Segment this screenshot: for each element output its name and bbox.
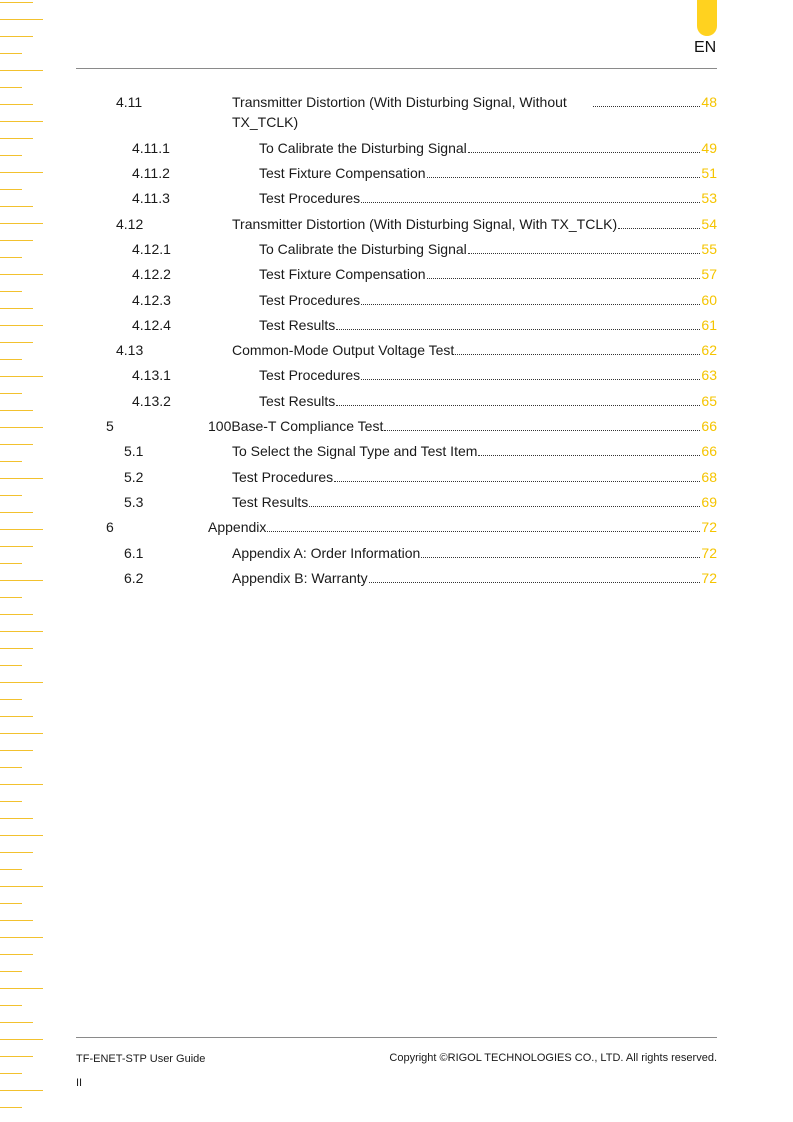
toc-number: 4.13.1 [132,367,171,383]
toc-page-link[interactable]: 53 [701,190,717,206]
margin-rule [0,597,22,598]
toc-leader [618,227,700,229]
toc-leader [593,105,700,107]
margin-rule [0,767,22,768]
language-label: EN [694,39,717,56]
toc-leader [455,353,700,355]
margin-rule [0,325,43,326]
margin-rule [0,104,33,105]
document-title: TF-ENET-STP User Guide [76,1053,206,1065]
toc-number: 6 [106,519,114,535]
toc-title: Test Procedures [232,469,334,485]
toc-title: Appendix A: Order Information [232,545,421,561]
margin-rule [0,1056,33,1057]
margin-rule [0,614,33,615]
toc-leader [361,201,700,203]
margin-rule [0,70,43,71]
toc-number: 5.1 [124,443,144,459]
margin-rule [0,308,33,309]
toc-title: Test Results [259,317,336,333]
margin-rule [0,223,43,224]
margin-rule [0,699,22,700]
toc-leader [361,378,700,380]
margin-rule [0,19,43,20]
margin-rule [0,257,22,258]
margin-rule [0,1005,22,1006]
header-rule [76,68,717,69]
margin-rule [0,784,43,785]
margin-rule [0,172,43,173]
margin-rule [0,546,33,547]
margin-rule [0,920,33,921]
toc-title: Test Fixture Compensation [259,165,426,181]
toc-title: Test Procedures [259,367,361,383]
toc-page-link[interactable]: 65 [701,393,717,409]
toc-page-link[interactable]: 69 [701,494,717,510]
toc-leader [478,454,700,456]
toc-leader [421,556,700,558]
margin-rule [0,971,22,972]
toc-title: Test Results [259,393,336,409]
margin-rule [0,240,33,241]
margin-rule [0,988,43,989]
margin-rule [0,954,33,955]
toc-number: 4.12.1 [132,241,171,257]
margin-rule [0,1039,43,1040]
margin-rule [0,1073,22,1074]
margin-rule [0,359,22,360]
toc-number: 4.12.2 [132,266,171,282]
margin-rule [0,461,22,462]
margin-rule [0,274,43,275]
toc-number: 5.3 [124,494,144,510]
toc-title: Appendix B: Warranty [232,570,368,586]
margin-rule [0,580,43,581]
toc-title: Test Results [232,494,309,510]
toc-page-link[interactable]: 49 [701,140,717,156]
toc-number: 6.2 [124,570,144,586]
toc-leader [309,505,700,507]
toc-number: 4.12.3 [132,292,171,308]
margin-rule [0,376,43,377]
toc-title: To Select the Signal Type and Test Item [232,443,478,459]
margin-rule [0,121,43,122]
toc-title: Appendix [208,519,267,535]
margin-rule [0,512,33,513]
toc-number: 6.1 [124,545,144,561]
margin-rule [0,903,22,904]
toc-title: Test Procedures [259,190,361,206]
margin-rule [0,886,43,887]
toc-page-link[interactable]: 54 [701,216,717,232]
margin-rule [0,716,33,717]
toc-title: Test Fixture Compensation [259,266,426,282]
language-tab [697,0,717,36]
margin-rule [0,138,33,139]
toc-leader [336,404,700,406]
margin-rule [0,529,43,530]
toc-title: Test Procedures [259,292,361,308]
toc-leader [427,277,701,279]
margin-rule [0,750,33,751]
margin-rule [0,2,33,3]
footer-rule [76,1037,717,1038]
toc-page-link[interactable]: 51 [701,165,717,181]
margin-rule [0,444,33,445]
margin-rule [0,189,22,190]
toc-leader [468,151,701,153]
margin-rule [0,937,43,938]
margin-rule [0,1022,33,1023]
margin-rule [0,631,43,632]
toc-title: 100Base-T Compliance Test [208,418,384,434]
toc-title: To Calibrate the Disturbing Signal [259,241,467,257]
margin-rule [0,206,33,207]
toc-leader [334,480,700,482]
toc-page-link[interactable]: 66 [701,443,717,459]
toc-page-link[interactable]: 55 [701,241,717,257]
margin-rule [0,410,33,411]
margin-rule [0,87,22,88]
margin-rule [0,801,22,802]
margin-rule [0,682,43,683]
toc-number: 4.13.2 [132,393,171,409]
copyright-notice: Copyright ©RIGOL TECHNOLOGIES CO., LTD. All rights reserved. [389,1052,717,1064]
toc-page-link[interactable]: 60 [701,292,717,308]
toc-title: Transmitter Distortion (With Disturbing Signal, With TX_TCLK) [232,216,618,232]
margin-rule [0,53,22,54]
margin-rule [0,563,22,564]
margin-rule [0,393,22,394]
margin-rule [0,291,22,292]
margin-rule [0,427,43,428]
toc-page-link[interactable]: 57 [701,266,717,282]
margin-rule [0,648,33,649]
toc-leader [384,429,700,431]
margin-rule [0,852,33,853]
toc-number: 5.2 [124,469,144,485]
margin-rule [0,665,22,666]
toc-leader [336,328,700,330]
toc-page-link[interactable]: 62 [701,342,717,358]
toc-title: To Calibrate the Disturbing Signal [259,140,467,156]
toc-leader [427,176,701,178]
toc-number: 4.12 [116,216,144,232]
toc-page-link[interactable]: 61 [701,317,717,333]
toc-page-link[interactable]: 72 [701,519,717,535]
toc-number: 4.11.3 [132,190,170,206]
margin-rule [0,478,43,479]
toc-number: 4.13 [116,342,144,358]
toc-page-link[interactable]: 68 [701,469,717,485]
toc-leader [267,530,700,532]
page-number: II [76,1077,83,1089]
margin-rule [0,818,33,819]
toc-page-link[interactable]: 72 [701,570,717,586]
toc-page-link[interactable]: 48 [701,94,717,110]
margin-rule [0,36,33,37]
margin-rule [0,495,22,496]
toc-leader [361,303,700,305]
toc-number: 4.12.4 [132,317,171,333]
toc-number: 4.11 [116,94,143,110]
margin-rule [0,835,43,836]
toc-leader [369,581,701,583]
margin-rule [0,342,33,343]
margin-rule [0,155,22,156]
toc-number: 5 [106,418,114,434]
toc-page-link[interactable]: 63 [701,367,717,383]
toc-number: 4.11.1 [132,140,170,156]
toc-page-link[interactable]: 72 [701,545,717,561]
margin-rule [0,869,22,870]
margin-rule [0,1107,22,1108]
toc-number: 4.11.2 [132,165,170,181]
toc-page-link[interactable]: 66 [701,418,717,434]
toc-leader [468,252,701,254]
margin-rule [0,1090,43,1091]
toc-title: Common-Mode Output Voltage Test [232,342,455,358]
toc-title: Transmitter Distortion (With Disturbing Signal, Without TX_TCLK) [232,94,567,130]
margin-rule [0,733,43,734]
